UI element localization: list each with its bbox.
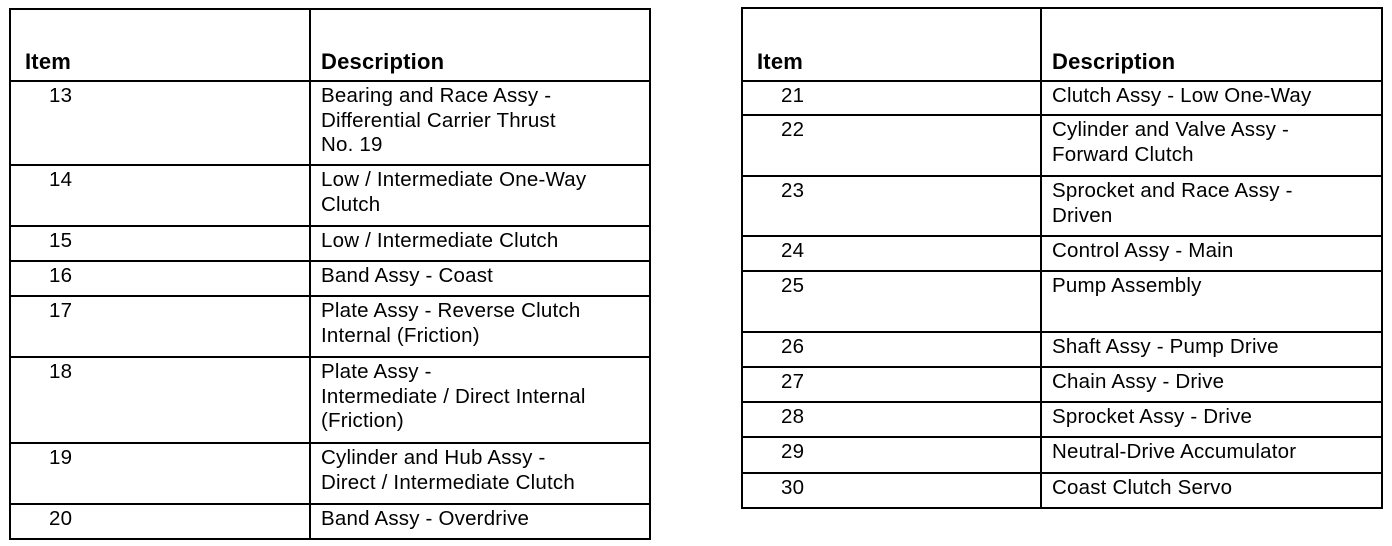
description-line: Neutral-Drive Accumulator xyxy=(1052,440,1297,463)
table-row xyxy=(10,296,650,357)
item-number: 25 xyxy=(742,271,1041,332)
description-line: Clutch Assy - Low One-Way xyxy=(1052,84,1312,107)
description-line: Low / Intermediate One-Way xyxy=(321,168,587,191)
table-row xyxy=(10,226,650,261)
item-number: 28 xyxy=(742,402,1041,437)
description-line: (Friction) xyxy=(321,409,404,432)
table-row xyxy=(10,504,650,539)
header-row xyxy=(10,9,650,81)
description-line: Coast Clutch Servo xyxy=(1052,476,1233,499)
item-column-header: Item xyxy=(10,9,310,81)
item-number: 17 xyxy=(10,296,310,357)
item-description xyxy=(310,357,650,443)
description-line: Internal (Friction) xyxy=(321,323,480,347)
item-number: 16 xyxy=(10,261,310,296)
item-number: 29 xyxy=(742,437,1041,473)
table-row xyxy=(742,402,1382,437)
item-description xyxy=(1041,402,1382,437)
description-line: Plate Assy - Reverse Clutch xyxy=(321,299,581,322)
description-line: Cylinder and Valve Assy - xyxy=(1052,118,1290,141)
item-description xyxy=(1041,367,1382,402)
description-line: Differential Carrier Thrust xyxy=(321,108,556,132)
table-row xyxy=(742,473,1382,508)
table-row xyxy=(10,357,650,443)
header-row xyxy=(742,8,1382,81)
description-line: Bearing and Race Assy - xyxy=(321,84,552,107)
item-description xyxy=(310,504,650,539)
item-description xyxy=(1041,271,1382,332)
item-description xyxy=(1041,81,1382,115)
item-number: 18 xyxy=(10,357,310,443)
description-column-header: Description xyxy=(1041,8,1382,81)
item-description xyxy=(1041,332,1382,367)
item-description xyxy=(1041,437,1382,473)
item-number: 21 xyxy=(742,81,1041,115)
table-row xyxy=(10,443,650,504)
description-line: Sprocket and Race Assy - xyxy=(1052,179,1293,202)
item-description xyxy=(310,165,650,226)
item-description xyxy=(1041,473,1382,508)
item-description xyxy=(310,226,650,261)
table-row xyxy=(742,367,1382,402)
parts-table-right xyxy=(741,7,1383,509)
item-column-header: Item xyxy=(742,8,1041,81)
description-line: Direct / Intermediate Clutch xyxy=(321,470,575,494)
item-number: 14 xyxy=(10,165,310,226)
description-line: Pump Assembly xyxy=(1052,274,1202,297)
description-line: Clutch xyxy=(321,192,381,216)
description-line: Driven xyxy=(1052,203,1113,227)
description-line: Intermediate / Direct Internal xyxy=(321,384,586,408)
table-row xyxy=(742,176,1382,236)
description-line: Cylinder and Hub Assy - xyxy=(321,446,546,469)
item-number: 23 xyxy=(742,176,1041,236)
table-row xyxy=(742,115,1382,176)
description-line: Plate Assy - xyxy=(321,360,432,383)
item-number: 19 xyxy=(10,443,310,504)
item-number: 26 xyxy=(742,332,1041,367)
item-description xyxy=(1041,176,1382,236)
description-line: Control Assy - Main xyxy=(1052,239,1234,262)
description-line: Chain Assy - Drive xyxy=(1052,370,1225,393)
description-line: Sprocket Assy - Drive xyxy=(1052,405,1253,428)
table-row xyxy=(742,332,1382,367)
description-line: Low / Intermediate Clutch xyxy=(321,229,559,252)
description-column-header: Description xyxy=(310,9,650,81)
item-number: 15 xyxy=(10,226,310,261)
item-number: 27 xyxy=(742,367,1041,402)
item-number: 24 xyxy=(742,236,1041,271)
item-description xyxy=(310,296,650,357)
table-row xyxy=(742,271,1382,332)
table-row xyxy=(10,261,650,296)
item-number: 20 xyxy=(10,504,310,539)
table-row xyxy=(10,165,650,226)
table-row xyxy=(742,236,1382,271)
description-line: Band Assy - Overdrive xyxy=(321,507,530,530)
item-number: 22 xyxy=(742,115,1041,176)
item-description xyxy=(1041,236,1382,271)
description-line: Shaft Assy - Pump Drive xyxy=(1052,335,1279,358)
table-row xyxy=(10,81,650,165)
parts-table-left xyxy=(9,8,651,540)
item-number: 30 xyxy=(742,473,1041,508)
item-description xyxy=(310,443,650,504)
description-line: Band Assy - Coast xyxy=(321,264,494,287)
table-row xyxy=(742,81,1382,115)
item-description xyxy=(1041,115,1382,176)
description-line: Forward Clutch xyxy=(1052,142,1194,166)
item-description xyxy=(310,261,650,296)
description-line: No. 19 xyxy=(321,133,383,156)
item-description xyxy=(310,81,650,165)
table-row xyxy=(742,437,1382,473)
item-number: 13 xyxy=(10,81,310,165)
